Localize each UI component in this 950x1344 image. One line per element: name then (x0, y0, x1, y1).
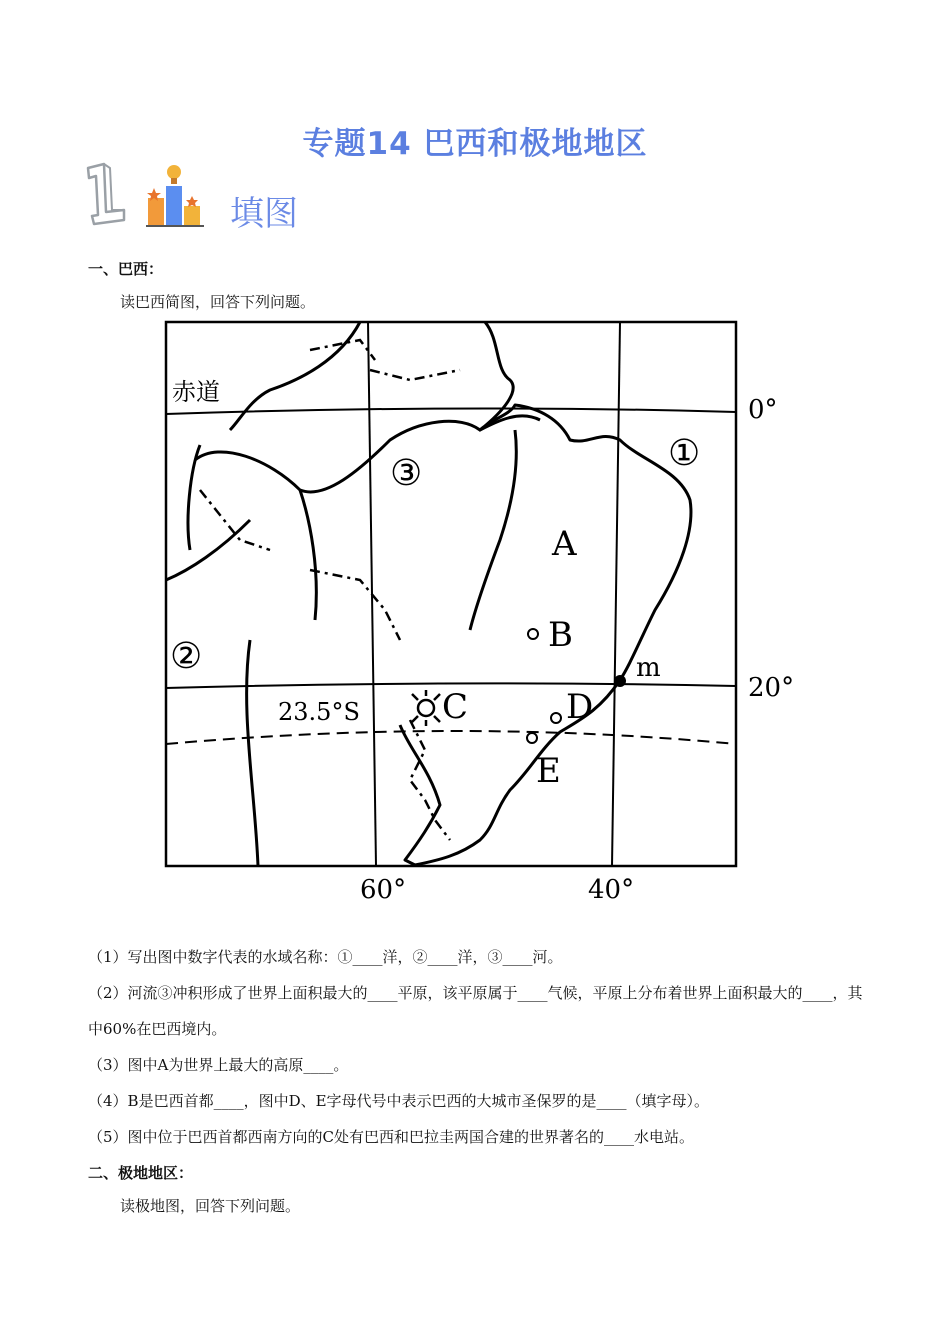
label-b: B (548, 615, 573, 655)
city-d-marker (551, 713, 561, 723)
question-4: （4）B是巴西首都____，图中D、E字母代号中表示巴西的大城市圣保罗的是____（填字母）。 (88, 1092, 710, 1110)
river-tributary-1 (300, 490, 316, 620)
question-2: （2）河流③冲积形成了世界上面积最大的____平原，该平原属于____气候，平原上分布着世界上面积最大的____，其中60%在巴西境内。 (88, 984, 863, 1038)
question-3: （3）图中A为世界上最大的高原____。 (88, 1056, 349, 1074)
label-lon-60: 60° (360, 875, 407, 905)
label-tropic: 23.5°S (278, 698, 360, 726)
section2-instruction: 读极地图，回答下列问题。 (120, 1197, 301, 1215)
section1-instruction: 读巴西简图，回答下列问题。 (120, 293, 316, 311)
label-lon-40: 40° (588, 875, 635, 905)
city-b-marker (528, 629, 538, 639)
label-a: A (552, 524, 577, 564)
river-tributary-2 (470, 430, 516, 630)
equator-line (166, 408, 736, 414)
label-1: ① (668, 433, 701, 474)
question-1: （1）写出图中数字代表的水域名称：①____洋，②____洋，③____河。 (88, 948, 563, 966)
north-coast (188, 322, 360, 550)
label-lat-20: 20° (748, 673, 795, 703)
city-e-marker (527, 733, 537, 743)
amazon-river (195, 416, 540, 492)
section1-heading: 一、巴西： (88, 260, 164, 278)
section2-heading: 二、极地地区： (88, 1164, 194, 1182)
page-title: 专题14 巴西和极地地区 (302, 126, 648, 162)
point-m-marker (614, 675, 626, 687)
label-c: C (442, 687, 469, 727)
brazil-map (160, 320, 810, 910)
banner-label: 填图 (230, 194, 298, 234)
label-d: D (566, 687, 594, 727)
label-3: ③ (390, 453, 423, 494)
label-lat-0: 0° (748, 395, 778, 425)
dam-c-icon (412, 690, 440, 726)
label-2: ② (170, 636, 203, 677)
west-coast (166, 520, 258, 866)
label-e: E (536, 751, 561, 791)
section-banner (84, 160, 384, 232)
label-equator: 赤道 (172, 378, 220, 406)
tropic-line (166, 731, 736, 744)
label-m: m (636, 653, 661, 683)
meridian-40 (612, 322, 620, 866)
question-5: （5）图中位于巴西首都西南方向的C处有巴西和巴拉圭两国合建的世界著名的____水电站。 (88, 1128, 695, 1146)
podium-trophy-icon (144, 160, 214, 232)
